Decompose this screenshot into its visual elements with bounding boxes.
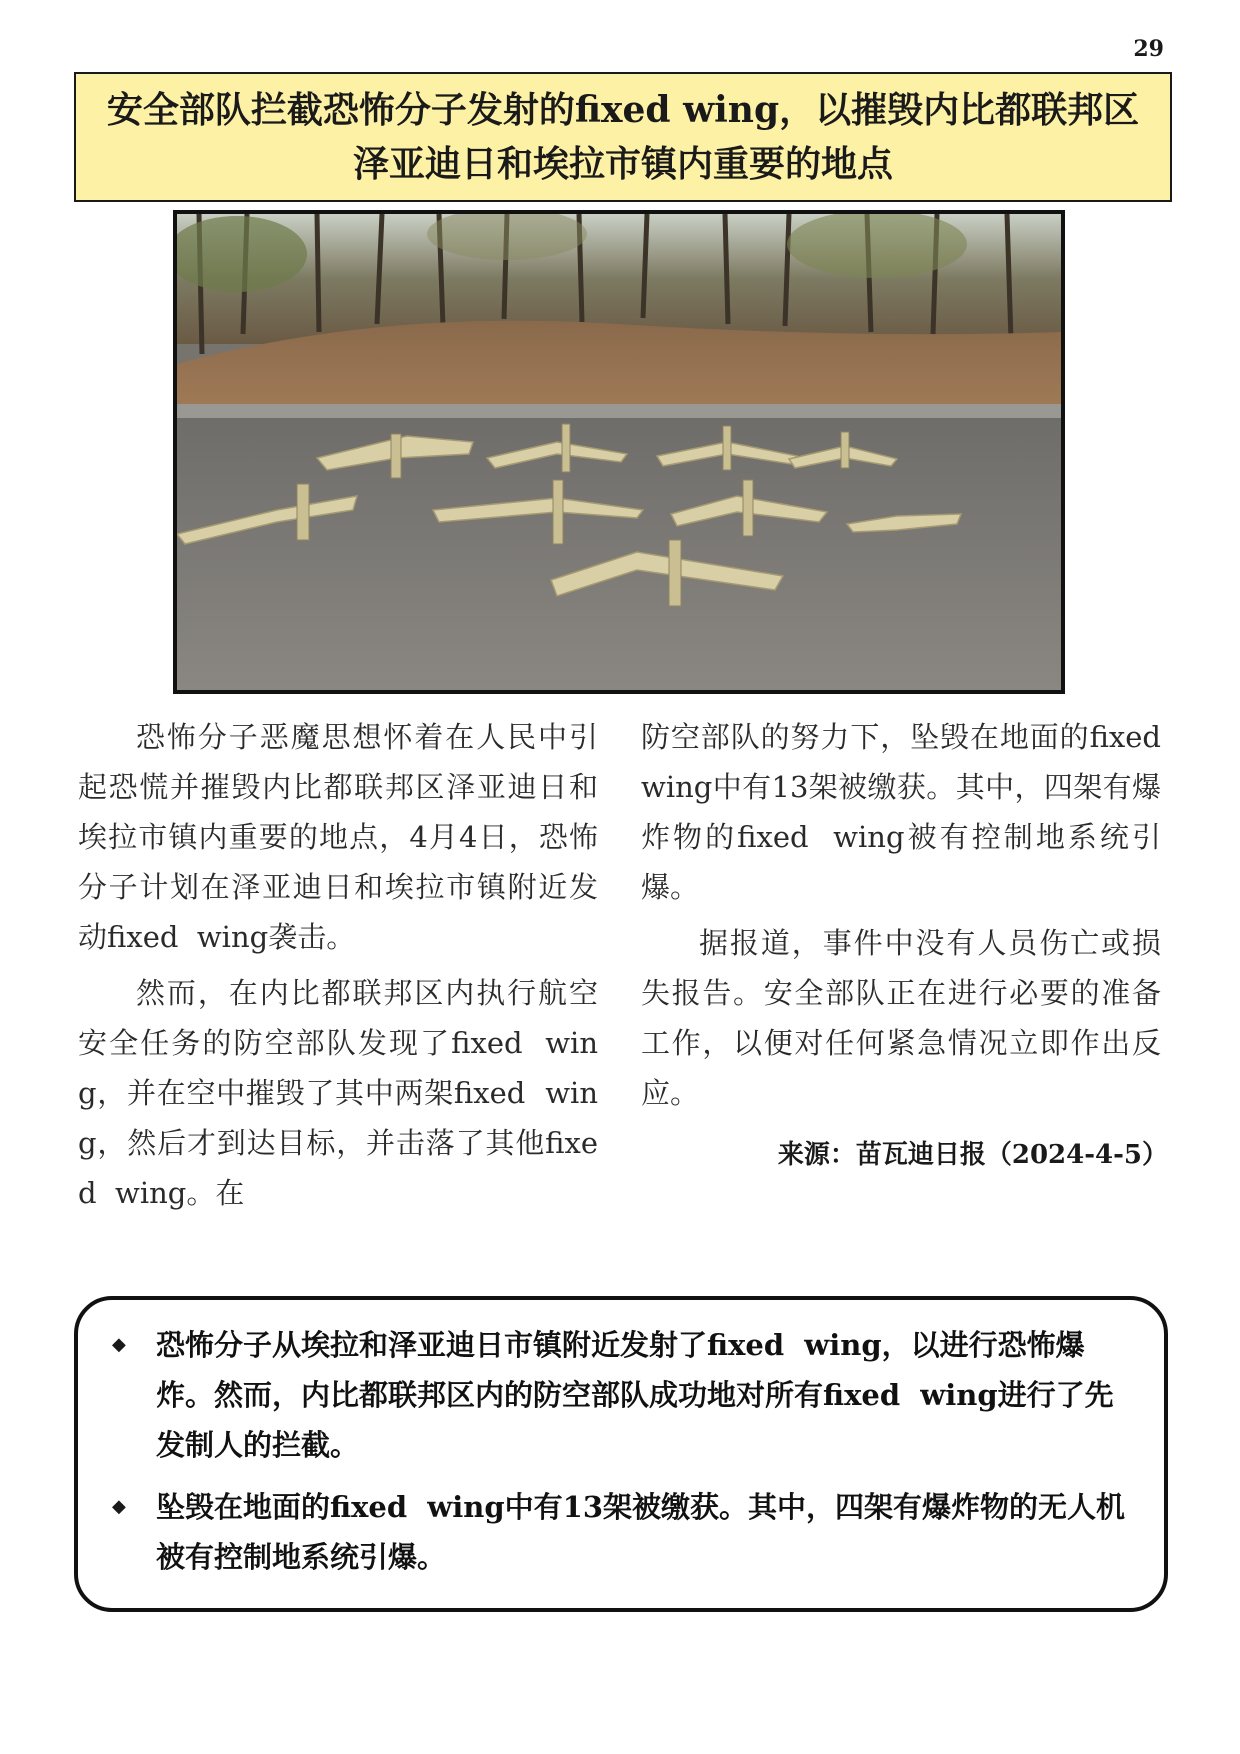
page-title-line-2: 泽亚迪日和埃拉市镇内重要的地点: [352, 143, 893, 185]
article-paragraph: 防空部队的努力下，坠毁在地面的fixed wing中有13架被缴获。其中，四架有爆炸物的fixed wing被有控制地系统引爆。: [641, 720, 1180, 904]
diamond-bullet-icon: ◆: [112, 1496, 126, 1517]
article-paragraph: 恐怖分子恶魔思想怀着在人民中引起恐慌并摧毁内比都联邦区泽亚迪日和埃拉市镇内重要的地点，4月4日，恐怖分子计划在泽亚迪日和埃拉市镇附近发动fixed wing袭击。: [78, 720, 598, 954]
summary-text: 恐怖分子从埃拉和泽亚迪日市镇附近发射了fixed wing，以进行恐怖爆炸。然而，内比都联邦区内的防空部队成功地对所有fixed wing进行了先发制人的拦截。: [156, 1328, 1114, 1462]
page-number: 29: [1133, 36, 1164, 62]
summary-item: [108, 1482, 1138, 1582]
diamond-bullet-icon: ◆: [112, 1334, 126, 1355]
summary-text: 坠毁在地面的fixed wing中有13架被缴获。其中，四架有爆炸物的无人机被有控制地系统引爆。: [156, 1490, 1125, 1574]
drone-wreckage-photo: [173, 210, 1065, 694]
article-right-column: [641, 712, 1180, 1118]
summary-box: [74, 1296, 1168, 1612]
title-box: [74, 72, 1172, 202]
source-citation: 来源：苗瓦迪日报（2024-4-5）: [777, 1140, 1168, 1170]
article-paragraph: 据报道，事件中没有人员伤亡或损失报告。安全部队正在进行必要的准备工作，以便对任何紧急情况立即作出反应。: [641, 926, 1161, 1110]
page-title-line-1: 安全部队拦截恐怖分子发射的fixed wing，以摧毁内比都联邦区: [106, 89, 1140, 131]
photo-illustration: [177, 214, 1061, 690]
summary-item: [108, 1320, 1138, 1470]
article-left-column: [78, 712, 598, 1218]
article-paragraph: 然而，在内比都联邦区内执行航空安全任务的防空部队发现了fixed wing，并在空中摧毁了其中两架fixed wing，然后才到达目标，并击落了其他fixed wing。在: [78, 976, 598, 1210]
